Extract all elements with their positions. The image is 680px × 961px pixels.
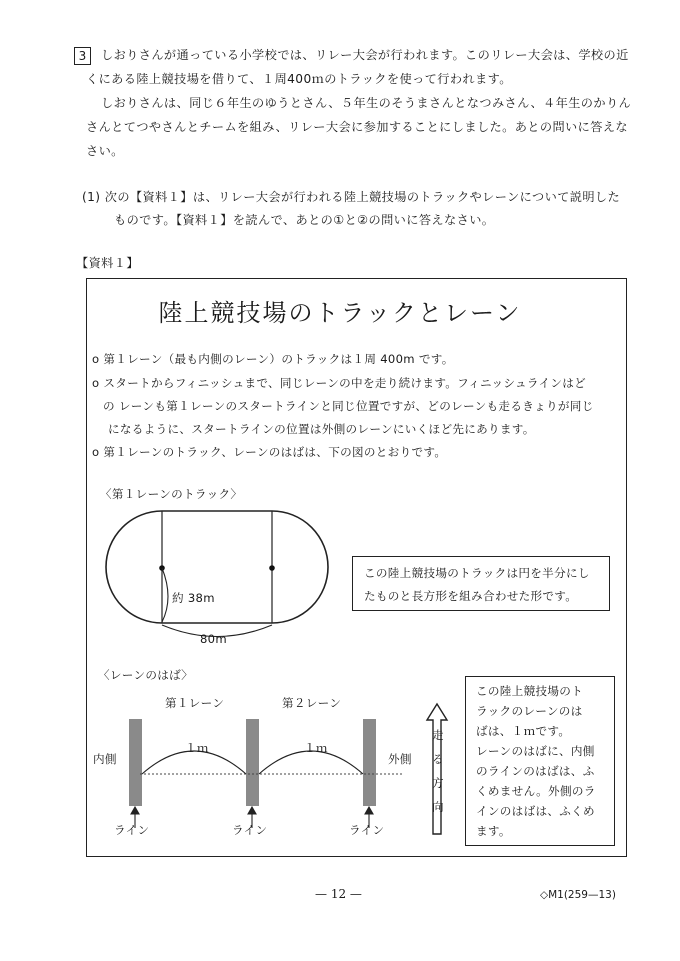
question-number: 3 — [74, 47, 91, 65]
bullet-3: o 第１レーンのトラック、レーンのはばは、下の図のとおりです。 — [92, 445, 447, 459]
lane-line-3 — [363, 719, 376, 806]
lane-note-line-8: ます。 — [476, 824, 511, 838]
lane-note-box — [465, 676, 615, 846]
radius-label: 約 38m — [172, 591, 215, 605]
bullet-2: o スタートからフィニッシュまで、同じレーンの中を走り続けます。フィニッシュラインはど — [92, 376, 587, 390]
line-label-1: ライン — [114, 823, 150, 837]
lane2-label: 第２レーン — [282, 696, 342, 710]
track-note-line-1: この陸上競技場のトラックは円を半分にし — [364, 566, 590, 580]
track-note-line-2: たものと長方形を組み合わせた形です。 — [364, 589, 578, 603]
intro-line-5: さい。 — [86, 144, 124, 158]
lane-note-line-2: ラックのレーンのは — [476, 704, 583, 718]
direction-char-1: 走 — [432, 728, 444, 742]
intro-line-3: しおりさんは、同じ６年生のゆうとさん、５年生のそうまさんとなつみさん、４年生のかりん — [101, 96, 632, 110]
line-label-3: ライン — [349, 823, 385, 837]
track-heading: 〈第１レーンのトラック〉 — [100, 487, 243, 501]
direction-char-4: 向 — [432, 800, 444, 814]
lane-note-line-1: この陸上競技場のト — [476, 684, 584, 698]
sub-question-line-1: (1) 次の【資料１】は、リレー大会が行われる陸上競技場のトラックやレーンについて説明した — [82, 190, 621, 204]
right-center-dot — [269, 565, 275, 571]
line-label-2: ライン — [232, 823, 268, 837]
bullet-1: o 第１レーン（最も内側のレーン）のトラックは１周 400m です。 — [92, 352, 454, 366]
material-label: 【資料１】 — [76, 256, 139, 270]
lane-note-line-7: インのはばは、ふくめ — [476, 804, 595, 818]
track-outline — [106, 511, 328, 623]
direction-char-3: 方 — [432, 776, 444, 790]
intro-line-1: しおりさんが通っている小学校では、リレー大会が行われます。このリレー大会は、学校の近 — [101, 48, 629, 62]
lane-line-2 — [246, 719, 259, 806]
lane2-width-label: １ｍ — [304, 741, 328, 755]
lane-note-line-3: ばは、１ｍです。 — [476, 724, 571, 738]
lane1-label: 第１レーン — [165, 696, 225, 710]
outside-label: 外側 — [388, 752, 412, 766]
lane-note-line-6: くめません。外側のラ — [476, 784, 596, 798]
doc-code: ◇M1(259—13) — [540, 889, 616, 901]
lane1-width-label: １ｍ — [185, 741, 209, 755]
straight-label: 80m — [200, 632, 227, 646]
lane-note-line-5: のラインのはばは、ふ — [476, 764, 595, 778]
bullet-2-cont2: になるように、スタートラインの位置は外側のレーンにいくほど先にあります。 — [108, 422, 535, 436]
lane-line-1 — [129, 719, 142, 806]
direction-char-2: る — [432, 752, 444, 766]
intro-line-4: さんとてつやさんとチームを組み、リレー大会に参加することにしました。あとの問いに答えな — [86, 120, 628, 134]
lane-heading: 〈レーンのはば〉 — [98, 668, 194, 682]
inside-label: 内側 — [93, 752, 117, 766]
sub-question-line-2: ものです。【資料１】を読んで、あとの①と②の問いに答えなさい。 — [114, 213, 495, 227]
bullet-2-cont: の レーンも第１レーンのスタートラインと同じ位置ですが、どのレーンも走るきょりが同じ — [103, 399, 594, 413]
material-title: 陸上競技場のトラックとレーン — [158, 299, 522, 327]
lane-note-line-4: レーンのはばに、内側 — [476, 744, 595, 758]
radius-curve — [162, 568, 168, 622]
page-number: — 12 — — [315, 887, 362, 901]
intro-line-2: くにある陸上競技場を借りて、１周400ｍのトラックを使って行われます。 — [86, 72, 512, 86]
